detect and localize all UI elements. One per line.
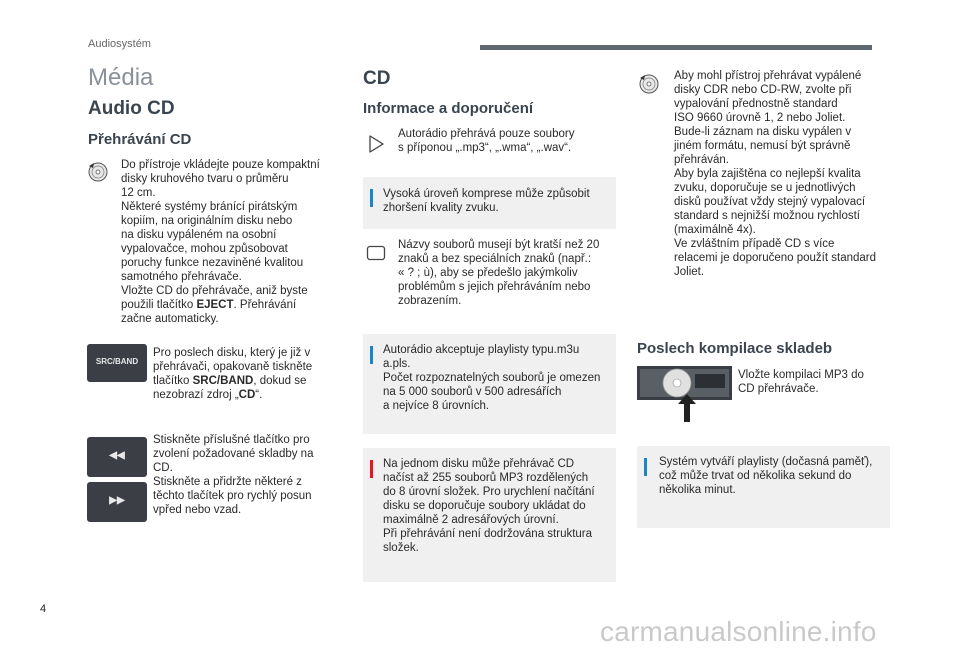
heading-audio-cd: Audio CD — [88, 98, 175, 119]
section-label: Audiosystém — [88, 38, 151, 50]
heading-cd: CD — [363, 68, 391, 89]
cdr-text: Aby mohl přístroj přehrávat vypálené disky CDR nebo CD-RW, zvolte při vypalování přednostně standard ISO 9660 úrovně 1, 2 nebo Joliet. Bude-li záznam na disku vypálen v jiném formátu, nemusí být správně přehráván. Aby byla zajištěna co nejlepší kvalita zvuku, doporučuje se u jednotlivých disků používat vždy stejný vypalovací standard s nejnižší možnou rychlostí (maximálně 4x). Ve zvláštním případě CD s více relacemi je doporučeno použít standard Joliet. — [674, 70, 877, 278]
listen-text-3: “. — [255, 389, 263, 401]
heading-compilation: Poslech kompilace skladeb — [637, 340, 833, 357]
src-band-button-label: SRC/BAND — [95, 357, 139, 366]
watermark: carmanualsonline.info — [600, 616, 877, 647]
playlists-note — [363, 334, 616, 434]
info-bar — [370, 189, 373, 207]
listen-text-1: Pro poslech disku, který je již v přehrávači, opakovaně tiskněte tlačítko — [153, 347, 313, 387]
cd-player-insert-icon — [637, 366, 732, 422]
play-icon — [366, 134, 386, 154]
info-bar — [644, 458, 647, 476]
warning-text: Na jednom disku může přehrávač CD načíst až 255 souborů MP3 rozdělených do 8 úrovní složek. Pro urychlení načítání disku se doporučuje soubory ukládat do maximálně 2 adresářových úrovní. Při přehrávání není dodržována struktura složek. — [383, 458, 595, 554]
info-bar — [370, 346, 373, 364]
next-track-button[interactable] — [87, 482, 147, 522]
heading-info: Informace a doporučení — [363, 100, 534, 117]
playlist-time-text: Systém vytváří playlisty (dočasná paměť), což může trvat od několika sekund do několika minut. — [659, 456, 873, 496]
heading-play-cd: Přehrávání CD — [88, 131, 192, 148]
page-number: 4 — [40, 603, 47, 615]
page-title: Média — [88, 64, 154, 91]
insert-mp3-text: Vložte kompilaci MP3 do CD přehrávače. — [738, 369, 864, 395]
compression-text: Vysoká úroveň komprese může způsobit zhoršení kvality zvuku. — [383, 188, 590, 214]
display-icon — [366, 243, 386, 263]
previous-track-button[interactable] — [87, 437, 147, 477]
eject-label: EJECT — [196, 299, 234, 311]
listen-text-cd: CD — [238, 389, 256, 401]
listen-text-2: , dokud se nezobrazí zdroj „ — [153, 375, 307, 401]
playlist-time-note — [637, 446, 890, 528]
filenames-text: Názvy souborů musejí být kratší než 20 znaků a bez speciálních znaků (např.: « ? ; ù), aby se předešlo jakýmkoliv problémům s jejich přehráváním nebo zobrazením. — [398, 239, 600, 307]
src-band-button[interactable] — [87, 344, 147, 382]
fast-forward-icon: ▶▶ — [109, 495, 125, 506]
play-cd-text-main: Do přístroje vkládejte pouze kompaktní disky kruhového tvaru o průměru 12 cm. Některé systémy bránící pirátským kopiím, na originálním disku nebo na disku vypáleném na osobní vypalovačce, mohou způsobovat poruchy funkce nezaviněné kvalitou samotného přehrávače. Vložte CD do přehrávače, aniž byste použili tlačítko — [121, 159, 320, 311]
warning-bar — [370, 460, 373, 478]
buttons-text: Stiskněte příslušné tlačítko pro zvolení požadované skladby na CD. Stiskněte a přidržte některé z těchto tlačítek pro rychlý posun vpřed nebo vzad. — [153, 434, 314, 516]
play-cd-text-end: . Přehrávání začne automaticky. — [121, 299, 297, 325]
listen-text-bold: SRC/BAND — [192, 375, 254, 387]
rewind-icon: ◀◀ — [109, 450, 125, 461]
playlists-text: Autorádio akceptuje playlisty typu.m3u a.pls. Počet rozpoznatelných souborů je omezen na 5 000 souborů v 500 adresářích a nejvíce 8 úrovních. — [383, 344, 601, 412]
formats-text: Autorádio přehrává pouze soubory s příponou „.mp3“, „.wma“, „.wav“. — [398, 128, 575, 154]
header-bar — [480, 45, 872, 50]
play-cd-text — [121, 158, 351, 326]
compression-note — [363, 177, 616, 229]
warning-note — [363, 448, 616, 582]
cd-icon — [639, 74, 659, 94]
listen-text — [153, 346, 353, 402]
cd-icon — [88, 162, 108, 182]
